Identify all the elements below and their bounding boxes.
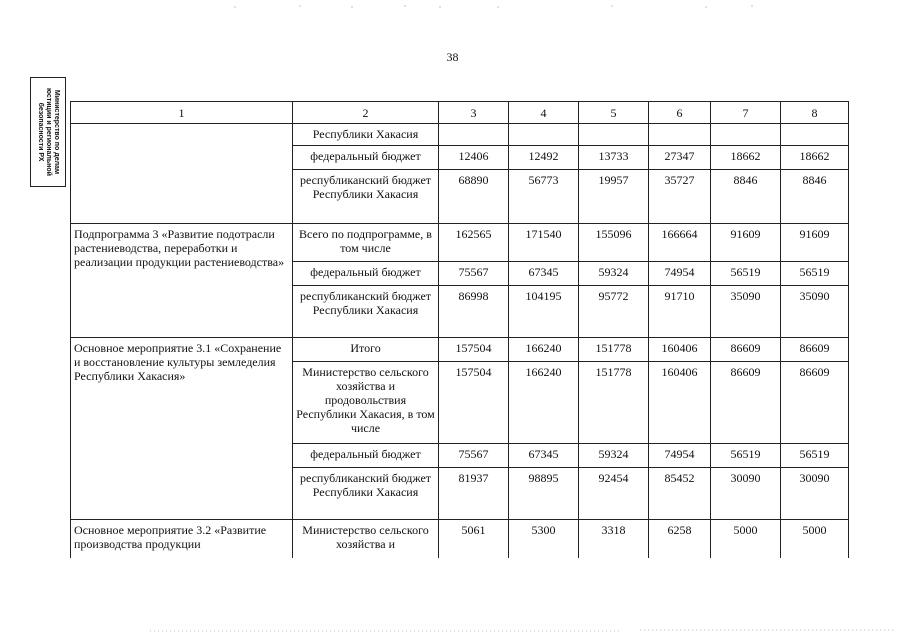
value-cell: 155096 — [579, 224, 649, 262]
value-cell: 151778 — [579, 338, 649, 362]
value-cell: 8846 — [711, 170, 781, 224]
table-row — [71, 338, 849, 362]
value-cell: 56519 — [781, 262, 849, 286]
column-header: 4 — [509, 102, 579, 124]
column-header: 5 — [579, 102, 649, 124]
value-cell: 171540 — [509, 224, 579, 262]
funding-source-cell: Итого — [293, 338, 439, 362]
value-cell: 75567 — [439, 262, 509, 286]
program-name-cell: Подпрограмма 3 «Развитие подотрасли растениеводства, переработки и реализации продукции растениеводства» — [71, 224, 293, 338]
value-cell: 59324 — [579, 444, 649, 468]
value-cell: 56519 — [711, 262, 781, 286]
value-cell: 104195 — [509, 286, 579, 338]
funding-source-cell: Министерство сельского хозяйства и — [293, 520, 439, 558]
column-header: 1 — [71, 102, 293, 124]
stamp-text — [36, 78, 60, 186]
value-cell — [579, 124, 649, 146]
value-cell: 98895 — [509, 468, 579, 520]
value-cell: 56519 — [711, 444, 781, 468]
value-cell: 166240 — [509, 338, 579, 362]
value-cell: 86609 — [781, 338, 849, 362]
stamp-line: Министерство по делам — [53, 89, 60, 175]
value-cell: 75567 — [439, 444, 509, 468]
column-header: 7 — [711, 102, 781, 124]
value-cell — [781, 124, 849, 146]
value-cell: 166664 — [649, 224, 711, 262]
value-cell: 86609 — [781, 362, 849, 444]
value-cell: 5000 — [711, 520, 781, 558]
registration-stamp — [30, 77, 66, 187]
column-header: 2 — [293, 102, 439, 124]
value-cell: 5000 — [781, 520, 849, 558]
value-cell: 18662 — [781, 146, 849, 170]
value-cell: 74954 — [649, 262, 711, 286]
header-row — [71, 102, 849, 124]
column-header: 8 — [781, 102, 849, 124]
value-cell: 162565 — [439, 224, 509, 262]
value-cell: 13733 — [579, 146, 649, 170]
value-cell: 59324 — [579, 262, 649, 286]
table-row — [71, 224, 849, 262]
column-header: 3 — [439, 102, 509, 124]
value-cell: 85452 — [649, 468, 711, 520]
value-cell: 35090 — [781, 286, 849, 338]
value-cell: 157504 — [439, 362, 509, 444]
value-cell: 5300 — [509, 520, 579, 558]
value-cell: 157504 — [439, 338, 509, 362]
value-cell: 8846 — [781, 170, 849, 224]
value-cell: 91710 — [649, 286, 711, 338]
value-cell: 86609 — [711, 362, 781, 444]
value-cell — [439, 124, 509, 146]
value-cell: 35727 — [649, 170, 711, 224]
stamp-line: юстиции и региональной — [45, 88, 52, 176]
value-cell: 67345 — [509, 444, 579, 468]
budget-table — [70, 101, 849, 558]
value-cell: 56773 — [509, 170, 579, 224]
program-name-cell: Основное мероприятие 3.2 «Развитие производства продукции — [71, 520, 293, 558]
value-cell: 86609 — [711, 338, 781, 362]
value-cell — [711, 124, 781, 146]
funding-source-cell: Всего по подпрограмме, в том числе — [293, 224, 439, 262]
value-cell: 92454 — [579, 468, 649, 520]
value-cell: 6258 — [649, 520, 711, 558]
value-cell: 27347 — [649, 146, 711, 170]
value-cell: 95772 — [579, 286, 649, 338]
value-cell: 12492 — [509, 146, 579, 170]
program-name-cell: Основное мероприятие 3.1 «Сохранение и восстановление культуры земледелия Республики Хакасия» — [71, 338, 293, 520]
value-cell: 91609 — [781, 224, 849, 262]
value-cell: 19957 — [579, 170, 649, 224]
scan-noise-top — [0, 4, 905, 10]
value-cell: 12406 — [439, 146, 509, 170]
value-cell — [509, 124, 579, 146]
value-cell: 35090 — [711, 286, 781, 338]
value-cell: 74954 — [649, 444, 711, 468]
funding-source-cell: Республики Хакасия — [293, 124, 439, 146]
page-number: 38 — [446, 50, 459, 64]
value-cell: 56519 — [781, 444, 849, 468]
funding-source-cell: Министерство сельского хозяйства и продовольствия Республики Хакасия, в том числе — [293, 362, 439, 444]
scan-noise-bottom — [0, 628, 905, 634]
value-cell: 166240 — [509, 362, 579, 444]
value-cell: 86998 — [439, 286, 509, 338]
funding-source-cell: республиканский бюджет Республики Хакасия — [293, 286, 439, 338]
funding-source-cell: федеральный бюджет — [293, 262, 439, 286]
value-cell: 91609 — [711, 224, 781, 262]
funding-source-cell: федеральный бюджет — [293, 146, 439, 170]
funding-source-cell: республиканский бюджет Республики Хакасия — [293, 170, 439, 224]
value-cell: 30090 — [711, 468, 781, 520]
value-cell: 5061 — [439, 520, 509, 558]
value-cell: 81937 — [439, 468, 509, 520]
value-cell: 68890 — [439, 170, 509, 224]
value-cell: 30090 — [781, 468, 849, 520]
column-header: 6 — [649, 102, 711, 124]
table-row — [71, 520, 849, 558]
value-cell — [649, 124, 711, 146]
stamp-line: безопасности РХ — [37, 102, 44, 162]
value-cell: 18662 — [711, 146, 781, 170]
program-name-cell — [71, 124, 293, 224]
value-cell: 3318 — [579, 520, 649, 558]
funding-source-cell: республиканский бюджет Республики Хакасия — [293, 468, 439, 520]
funding-source-cell: федеральный бюджет — [293, 444, 439, 468]
value-cell: 160406 — [649, 338, 711, 362]
value-cell: 151778 — [579, 362, 649, 444]
value-cell: 67345 — [509, 262, 579, 286]
value-cell: 160406 — [649, 362, 711, 444]
table-row — [71, 124, 849, 146]
